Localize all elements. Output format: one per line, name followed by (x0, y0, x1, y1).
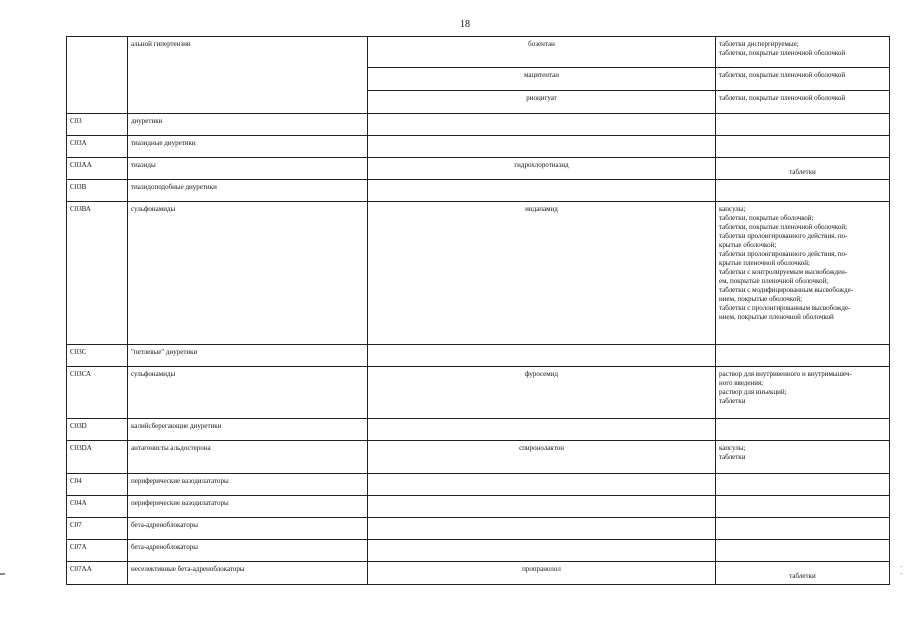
dosage-form-cell: таблетки (716, 158, 890, 180)
anatomical-group-cell: сульфонамиды (128, 367, 368, 419)
atc-code-cell: С07 (67, 518, 128, 540)
atc-code-cell (67, 37, 128, 114)
drug-name-cell (368, 474, 716, 496)
table-row (67, 136, 890, 158)
dosage-form-cell (716, 518, 890, 540)
atc-code-cell: С03ВА (67, 202, 128, 345)
anatomical-group-cell: сульфонамиды (128, 202, 368, 345)
table-row (67, 419, 890, 441)
drug-name-cell (368, 518, 716, 540)
dosage-form-cell: капсулы; таблетки, покрытые оболочкой; таблетки, покрытые пленочной оболочкой; таблетки пролонгированного действия, по- крытые оболочкой; таблетки пролонгированного действия, по- крытые пленочной оболочкой; таблетки с контролируемым высвобожден- ем, покрытые пленочной оболочкой; таблетки с модифицированным высвобожде- нием, покрытые оболочкой; таблетки с пролонгированным высвобожде- нием, покрытые пленочной оболочкой (716, 202, 890, 345)
dosage-form-cell (716, 136, 890, 158)
atc-code-cell: С04 (67, 474, 128, 496)
table-row (67, 474, 890, 496)
dosage-form-cell (716, 114, 890, 136)
anatomical-group-cell: бета-адреноблокаторы (128, 540, 368, 562)
atc-code-cell: С03СА (67, 367, 128, 419)
dosage-form-cell: раствор для внутривенного и внутримышеч- ного введения; раствор для инъекций; таблетки (716, 367, 890, 419)
table-row (67, 180, 890, 202)
anatomical-group-cell: калийсберегающие диуретики (128, 419, 368, 441)
drug-name-cell: риоцигуат (368, 91, 716, 114)
drug-name-cell (368, 540, 716, 562)
atc-code-cell: С03С (67, 345, 128, 367)
dosage-form-cell: таблетки, покрытые пленочной оболочкой (716, 91, 890, 114)
drug-name-cell (368, 136, 716, 158)
atc-code-cell: С03 (67, 114, 128, 136)
right-margin-mark: · · (900, 563, 903, 578)
drug-name-cell (368, 180, 716, 202)
table-row (67, 367, 890, 419)
atc-code-cell: С07А (67, 540, 128, 562)
dosage-form-cell: капсулы; таблетки (716, 441, 890, 474)
anatomical-group-cell: неселективные бета-адреноблокаторы (128, 562, 368, 585)
table-row (67, 114, 890, 136)
atc-code-cell: С03А (67, 136, 128, 158)
anatomical-group-cell: периферические вазодилататоры (128, 474, 368, 496)
table-row (67, 202, 890, 345)
anatomical-group-cell: бета-адреноблокаторы (128, 518, 368, 540)
table-row (67, 518, 890, 540)
dosage-form-cell: таблетки (716, 562, 890, 585)
drug-name-cell: фуросемид (368, 367, 716, 419)
anatomical-group-cell: антагонисты альдостерона (128, 441, 368, 474)
atc-code-cell: С03АА (67, 158, 128, 180)
dosage-form-cell (716, 540, 890, 562)
atc-code-cell: С04А (67, 496, 128, 518)
dosage-form-cell (716, 496, 890, 518)
atc-code-cell: С03DA (67, 441, 128, 474)
page-number: 18 (460, 19, 470, 30)
anatomical-group-cell: тиазидные диуретики (128, 136, 368, 158)
drug-name-cell (368, 419, 716, 441)
anatomical-group-cell: диуретики (128, 114, 368, 136)
medication-table (66, 36, 890, 585)
atc-code-cell: С03В (67, 180, 128, 202)
table-row (67, 158, 890, 180)
anatomical-group-cell: "петлевые" диуретики (128, 345, 368, 367)
left-margin-mark: ═ (0, 570, 5, 578)
dosage-form-cell (716, 419, 890, 441)
atc-code-cell: С03D (67, 419, 128, 441)
table-row (67, 562, 890, 585)
drug-name-cell: индапамид (368, 202, 716, 345)
drug-name-cell: спиронолактон (368, 441, 716, 474)
drug-name-cell (368, 345, 716, 367)
drug-name-cell: бозентан (368, 37, 716, 68)
dosage-form-cell: таблетки диспергируемые; таблетки, покрытые пленочной оболочкой (716, 37, 890, 68)
table-row (67, 441, 890, 474)
dosage-form-cell (716, 180, 890, 202)
table-row (67, 345, 890, 367)
table-row (67, 540, 890, 562)
drug-name-cell (368, 114, 716, 136)
anatomical-group-cell: тиазидоподобные диуретики (128, 180, 368, 202)
anatomical-group-cell: альной гипертензии (128, 37, 368, 114)
drug-name-cell: мацитентан (368, 68, 716, 91)
anatomical-group-cell: периферические вазодилататоры (128, 496, 368, 518)
drug-name-cell (368, 496, 716, 518)
table-row (67, 37, 890, 68)
table-row (67, 496, 890, 518)
dosage-form-cell (716, 474, 890, 496)
dosage-form-cell (716, 345, 890, 367)
drug-name-cell: гидрохлоротиазид (368, 158, 716, 180)
dosage-form-cell: таблетки, покрытые пленочной оболочкой (716, 68, 890, 91)
atc-code-cell: С07АА (67, 562, 128, 585)
anatomical-group-cell: тиазиды (128, 158, 368, 180)
drug-name-cell: пропранолол (368, 562, 716, 585)
